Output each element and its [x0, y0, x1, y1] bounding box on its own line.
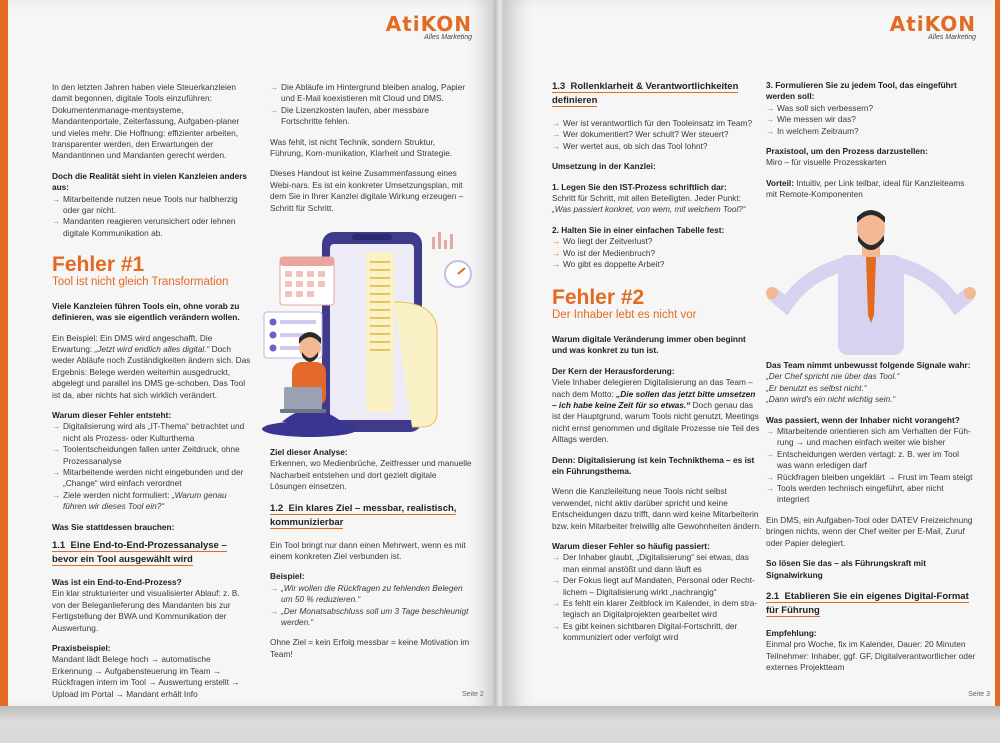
list-item: → Die Lizenzkosten laufen, aber messbare Fortschritte fehlen. — [270, 105, 470, 128]
error1-lead: Viele Kanzleien führen Tools ein, ohne vorab zu definieren, was sie eigentlich verändern wollen. — [52, 300, 240, 323]
step2-list — [552, 236, 762, 270]
error1-title: Fehler #1 — [52, 253, 145, 277]
tool-title: Praxistool, um den Prozess darzustellen: — [766, 146, 928, 157]
laptop-icon — [284, 387, 322, 411]
error2-title: Fehler #2 — [552, 286, 645, 310]
list-item: → Der Inhaber glaubt, „Digitalisierung“ sei etwas, das man einmal anstößt und dann läuft es — [552, 552, 762, 575]
calendar-icon — [280, 257, 334, 305]
example-list — [270, 583, 474, 629]
right-col2-bottom — [766, 360, 976, 683]
chart-bars-icon — [432, 232, 453, 249]
advantage-text: Vorteil: Intuitiv, per Link teilbar, ideal für Kanzleiteams mit Remote-Komponenten — [766, 177, 965, 200]
step2-title: 2. Halten Sie in einer einfachen Tabelle fest: — [552, 224, 725, 235]
step1-title: 1. Legen Sie den IST-Prozess schriftlich dar: — [552, 181, 727, 192]
man-icon — [766, 210, 976, 355]
brand-tagline: Alles Marketing — [424, 34, 472, 41]
logo-right — [890, 12, 976, 41]
analog-list — [270, 82, 470, 128]
goal-title: Ziel dieser Analyse: — [270, 447, 348, 457]
why-title: Warum dieser Fehler entsteht: — [52, 409, 172, 420]
section-1-3-heading: 1.3 Rollenklarheit & Verantwortlichkeiten definieren — [552, 81, 739, 106]
reality-list — [52, 194, 252, 240]
page-number-right: Seite 3 — [968, 691, 990, 698]
brand-name: AtiKON — [385, 12, 472, 36]
error2-subtitle: Der Inhaber lebt es nicht vor — [552, 309, 697, 322]
example-text: Ein Beispiel: Ein DMS wird angeschafft. Die Erwartung: „Jetzt wird endlich alles digital.“ Doch weder Abläufe noch Zuständigkeiten ändern sich. Das Ergebnis: Belege werden weiterhin ausgedruckt, abgelegt und parallel ins DMS ge-schoben. Das Tool ist da, aber nichts hat sich wirklich verändert. — [52, 332, 251, 400]
list-item: → Die Abläufe im Hintergrund bleiben analog, Papier und E-Mail koexistieren mit Cloud und DMS. — [270, 82, 470, 105]
document-scroll-icon — [366, 252, 394, 412]
signals-title: Das Team nimmt unbewusst folgende Signale wahr: — [766, 360, 971, 370]
book-shadow — [0, 706, 1000, 743]
therefore-text: Denn: Digitalisierung ist kein Technikthema – es ist ein Führungsthema. — [552, 454, 755, 476]
list-item: → Wie messen wir das? — [766, 114, 972, 125]
list-item: → Wo liegt der Zeitverlust? — [552, 236, 762, 247]
list-item: → In welchem Zeitraum? — [766, 126, 972, 137]
error2-lead: Warum digitale Veränderung immer oben beginnt und was konkret zu tun ist. — [552, 333, 746, 356]
list-item: → Digitalisierung wird als „IT-Thema“ betrachtet und nicht als Prozess- oder Kulturthema — [52, 421, 252, 444]
step1-text: Schritt für Schritt, mit allen Beteiligten. Jeder Punkt: „Was passiert konkret, von wem, mit welchem Tool?“ — [552, 193, 746, 215]
recommend-title: Empfehlung: — [766, 627, 817, 638]
list-item: → Rückfragen bleiben ungeklärt → Frust im Team steigt — [766, 472, 976, 483]
closing-text: Ohne Ziel = kein Erfolg messbar = keine Motivation im Team! — [270, 637, 470, 659]
happens-title: Was passiert, wenn der Inhaber nicht vorangeht? — [766, 414, 960, 425]
list-item: → Wer wertet aus, ob sich das Tool lohnt? — [552, 141, 762, 152]
right-col2-top — [766, 80, 972, 210]
gauge-icon — [445, 261, 471, 287]
missing-text: Was fehlt, ist nicht Technik, sondern Struktur, Führung, Kom-munikation, Klarheit und Strategie. — [270, 136, 453, 159]
intro-text: In den letzten Jahren haben viele Steuerkanzleien damit begonnen, digitale Tools einzuführen: Dokumentenmanage-mentsysteme, Mandantenportale, Zeiterfassung, Aufgaben-planer und vieles mehr. Die Hoffnung: effizienter arbeiten, transparenter werden, den Erwartungen der Mandantinnen und Mandanten gerecht werden. — [52, 82, 240, 161]
solve-title: So lösen Sie das – als Führungskraft mit Signalwirkung — [766, 558, 926, 580]
list-item: → Was soll sich verbessern? — [766, 103, 972, 114]
section-2-1-heading: 2.1 Etablieren Sie ein eigenes Digital-Format für Führung — [766, 590, 969, 616]
reality-title: Doch die Realität sieht in vielen Kanzleien anders aus: — [52, 170, 248, 193]
practice-text: Mandant lädt Belege hoch → automatische Erkennung → Aufgabensteuerung im Team → Rückfragen intern im Tool → Auswertung erstellt → Upload im Portal → Mandant erhält Info — [52, 654, 240, 699]
error1-subtitle: Tool ist nicht gleich Transformation — [52, 276, 229, 289]
list-item: → Wer dokumentiert? Wer schult? Wer steuert? — [552, 129, 762, 140]
implement-title: Umsetzung in der Kanzlei: — [552, 161, 656, 172]
example-title: Beispiel: — [270, 571, 305, 582]
step3-list — [766, 103, 972, 137]
left-col2-top — [270, 82, 470, 223]
goal-text: Erkennen, wo Medienbrüche, Zeitfresser und manuelle Nacharbeit entstehen und dort gezielt digitale Lösungen einsetzen. — [270, 458, 472, 492]
left-col2-bottom — [270, 447, 474, 669]
list-item: → „Der Monatsabschluss soll um 3 Tage beschleunigt werden.“ — [270, 606, 474, 629]
logo-left — [386, 12, 472, 41]
brand-name: AtiKON — [889, 12, 976, 36]
list-item: → Tools werden technisch eingeführt, aber nicht integriert — [766, 483, 976, 506]
list-item: → Entscheidungen werden vertagt: z. B. wer im Tool was wann erledigen darf — [766, 449, 976, 472]
list-item: → Ziele werden nicht formuliert: „Warum genau führen wir dieses Tool ein?“ — [52, 490, 252, 513]
laptop-person-illustration — [262, 222, 482, 447]
brand-tagline: Alles Marketing — [928, 34, 976, 41]
list-item: → Mitarbeitende orientieren sich am Verhalten der Füh-rung → und machen einfach weiter wie bisher — [766, 426, 976, 449]
list-item: → Der Fokus liegt auf Mandaten, Personal oder Recht-lichem – Digitalisierung wirkt „nachrangig“ — [552, 575, 762, 598]
recommend-text: Einmal pro Woche, fix im Kalender, Dauer: 20 Minuten Teilnehmer: Inhaber, ggf. GF, Digitalverantwortlicher oder externes Projektteam — [766, 639, 976, 673]
list-item: → Mandanten reagieren verunsichert oder lehnen digitale Kommunikation ab. — [52, 216, 252, 239]
right-col1 — [552, 80, 762, 653]
sec12-text: Ein Tool bringt nur dann einen Mehrwert, wenn es mit einem konkreten Ziel verbunden ist. — [270, 539, 466, 562]
step3-title: 3. Formulieren Sie zu jedem Tool, das eingeführt werden soll: — [766, 80, 957, 102]
lead-text: Wenn die Kanzleileitung neue Tools nicht selbst verwendet, nicht aktiv darüber spricht und keine Entscheidungen dazu trifft, dann wird keine Mitarbeiterin bzw. kein Mitarbeiter freiwillig alte Gewohnheiten ändern. — [552, 486, 762, 531]
right-page-edge — [995, 0, 1000, 710]
list-item: → Wo gibt es doppelte Arbeit? — [552, 259, 762, 270]
section-1-2-heading: 1.2 Ein klares Ziel – messbar, realistisch, kommunizierbar — [270, 502, 457, 528]
list-item: → Mitarbeitende nutzen neue Tools nur halbherzig oder gar nicht. — [52, 194, 252, 217]
happens-list — [766, 426, 976, 506]
list-item: → Wo ist der Medienbruch? — [552, 248, 762, 259]
list-item: → Es gibt keinen sichtbaren Digital-Fortschritt, der kommuniziert oder verfolgt wird — [552, 621, 762, 644]
role-questions — [552, 118, 762, 152]
need-title: Was Sie stattdessen brauchen: — [52, 521, 175, 532]
signals-text: „Der Chef spricht nie über das Tool.“ „Er benutzt es selbst nicht.“ „Dann wird's ein nicht wichtig sein.“ — [766, 371, 900, 405]
core-text: Viele Inhaber delegieren Digitalisierung an das Team – nach dem Motto: „Die sollen das jetzt bitte umsetzen – ich habe keine Zeit für so etwas.“ Doch genau das ist der Hauptgrund, warum Tools nicht genutzt, Meetings nicht ernst genommen und digitale Prozesse nie Teil des Alltags werden. — [552, 377, 760, 445]
handout-text: Dieses Handout ist keine Zusammenfassung eines Webi-nars. Es ist ein konkreter Umsetzungsplan, mit dem Sie in Ihrer Kanzlei digitale Wirkung erzeugen – Schritt für Schritt. — [270, 168, 464, 213]
list-item: → Mitarbeitende werden nicht eingebunden und der „Change“ wird einfach verordnet — [52, 467, 252, 490]
section-1-1-heading: 1.1 Eine End-to-End-Prozessanalyse – bevor ein Tool ausgewählt wird — [52, 540, 227, 565]
right-page — [504, 0, 1000, 710]
why2-title: Warum dieser Fehler so häufig passiert: — [552, 540, 710, 551]
dms-text: Ein DMS, ein Aufgaben-Tool oder DATEV Freizeichnung bringen nichts, wenn der Chef weiter per E-Mail, Zuruf oder Papier delegiert. — [766, 514, 973, 548]
list-item: → „Wir wollen die Rückfragen zu fehlenden Belegen um 50 % reduzieren.“ — [270, 583, 474, 606]
e2e-text: Ein klar strukturierter und visualisierter Ablauf: z. B. von der Beleganlieferung des Mandanten bis zur Fertigstellung der BWA und Kommunikation der Auswertung. — [52, 588, 240, 633]
e2e-title: Was ist ein End-to-End-Prozess? — [52, 577, 182, 587]
left-page-edge — [0, 0, 8, 710]
page-number-left: Seite 2 — [462, 691, 484, 698]
shrugging-man-illustration — [766, 205, 976, 355]
left-col1 — [52, 82, 252, 709]
practice-title: Praxisbeispiel: — [52, 643, 111, 654]
left-page — [0, 0, 496, 710]
why2-list — [552, 552, 762, 643]
list-item: → Toolentscheidungen fallen unter Zeitdruck, ohne Prozessanalyse — [52, 444, 252, 467]
list-item: → Wer ist verantwortlich für den Tooleinsatz im Team? — [552, 118, 762, 129]
tool-text: Miro – für visuelle Prozesskarten — [766, 157, 887, 168]
why-list — [52, 421, 252, 512]
list-item: → Es fehlt ein klarer Zeitblock im Kalender, in dem stra-tegisch an Digitalprojekten gearbeitet wird — [552, 598, 762, 621]
core-title: Der Kern der Herausforderung: — [552, 365, 675, 376]
